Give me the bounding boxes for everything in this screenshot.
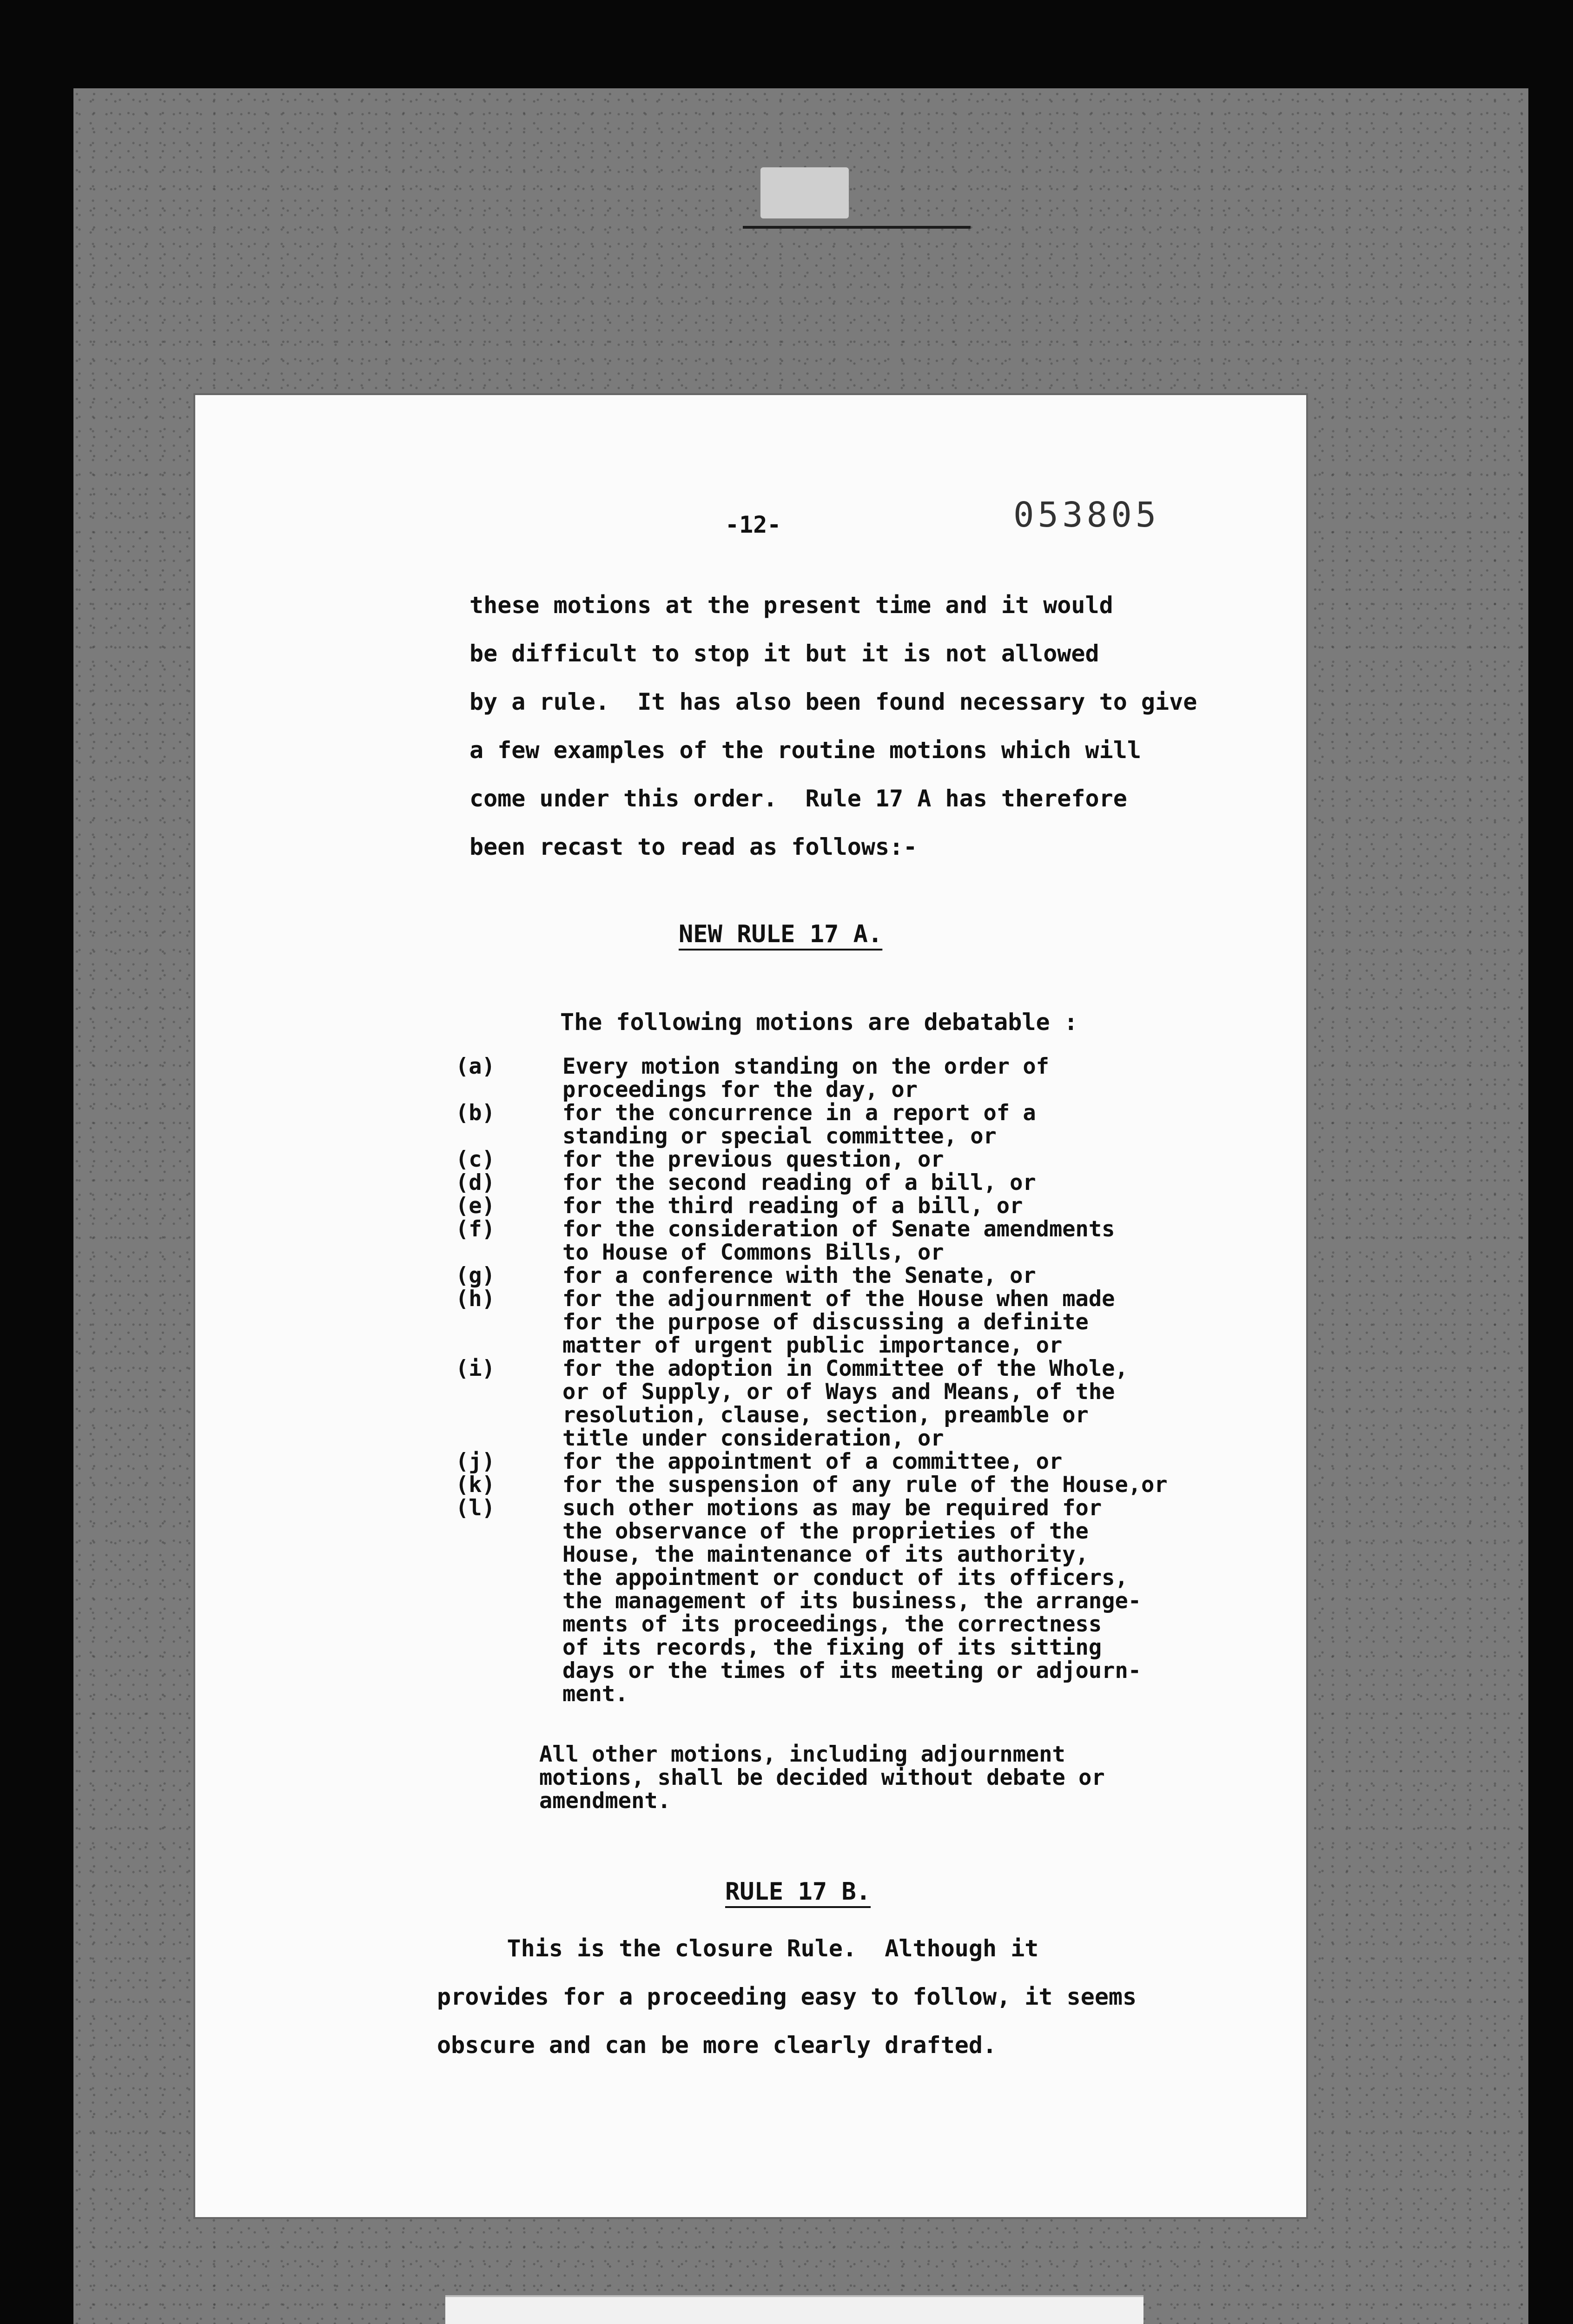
list-item-k: (k) for the suspension of any rule of the House,or [456, 1472, 1168, 1498]
list-item-l: (l) such other motions as may be required for the observance of the proprieties of the House, the maintenance of its authority, the appointment or conduct of its officers, the management of its business, the arrange- ments of its proceedings, the correctness of its records, the fixing of its sitting days or the times of its meeting or adjourn- ment. [456, 1495, 1142, 1707]
page-folio: -12- [725, 511, 781, 538]
archive-reference-strip [445, 2295, 1143, 2324]
paper-tab [760, 167, 849, 218]
list-item-b: (b) for the concurrence in a report of a standing or special committee, or [456, 1100, 1036, 1149]
list-intro: The following motions are debatable : [560, 1009, 1078, 1036]
list-item-h: (h) for the adjournment of the House when made for the purpose of discussing a definite matter of urgent public importance, or [456, 1286, 1115, 1358]
document-page [195, 395, 1306, 2217]
intro-paragraph: these motions at the present time and it would be difficult to stop it but it is not allowed by a rule. It has also been found necessary to give a few examples of the routine motions which will come under this order. Rule 17 A has therefore been recast to read as follows:- [469, 592, 1197, 860]
top-rule [743, 226, 971, 229]
rule-17b-paragraph: This is the closure Rule. Although it provides for a proceeding easy to follow, it seems obscure and can be more clearly drafted. [437, 1935, 1137, 2059]
heading-new-rule-17a: NEW RULE 17 A. [679, 920, 883, 948]
motions-list [456, 1055, 1246, 1706]
reference-number: 053805 [1013, 495, 1160, 535]
list-item-a: (a) Every motion standing on the order of proceedings for the day, or [456, 1054, 1049, 1103]
list-item-e: (e) for the third reading of a bill, or [456, 1193, 1023, 1219]
list-item-i: (i) for the adoption in Committee of the Whole, or of Supply, or of Ways and Means, of the resolution, clause, section, preamble or title under consideration, or [456, 1356, 1128, 1451]
list-item-g: (g) for a conference with the Senate, or [456, 1263, 1036, 1288]
list-item-j: (j) for the appointment of a committee, or [456, 1449, 1063, 1474]
list-item-c: (c) for the previous question, or [456, 1147, 944, 1172]
closing-text: All other motions, including adjournment motions, shall be decided without debate or amendment. [539, 1742, 1105, 1814]
list-item-f: (f) for the consideration of Senate amendments to House of Commons Bills, or [456, 1216, 1115, 1265]
heading-rule-17b: RULE 17 B. [725, 1878, 871, 1906]
list-item-d: (d) for the second reading of a bill, or [456, 1170, 1036, 1195]
